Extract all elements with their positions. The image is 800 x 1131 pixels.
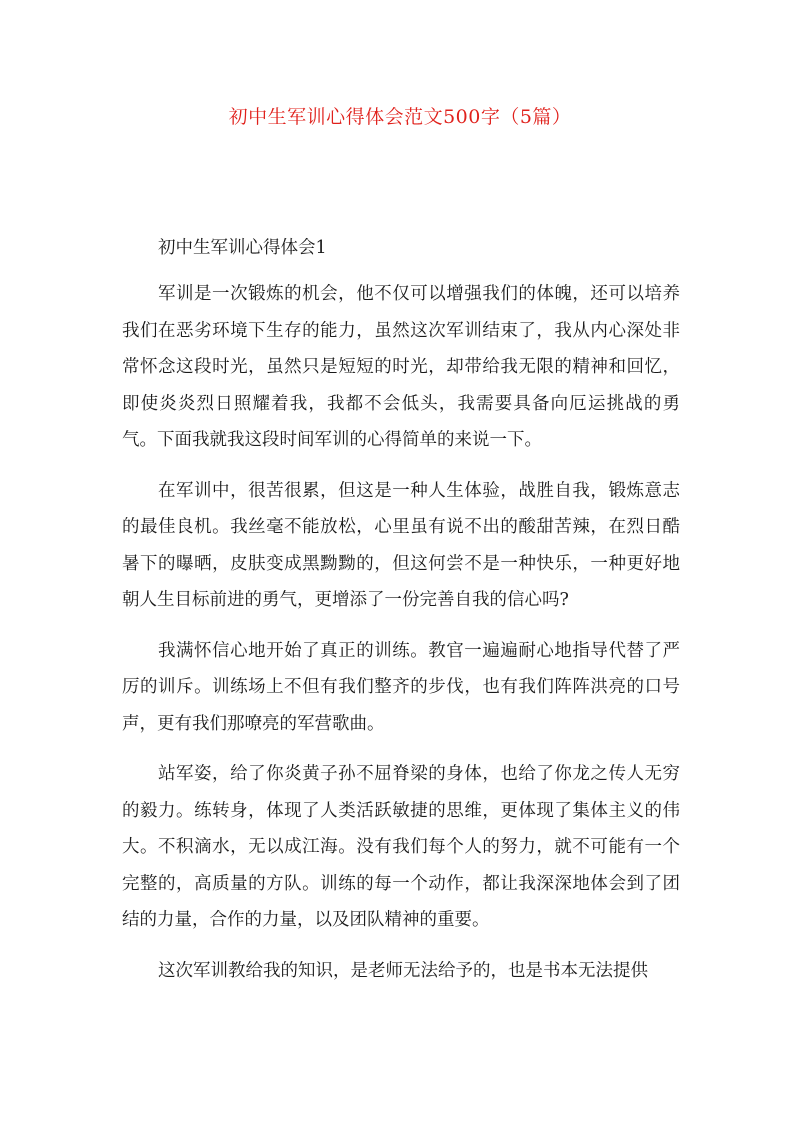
paragraph-2: 在军训中，很苦很累，但这是一种人生体验，战胜自我，锻炼意志的最佳良机。我丝毫不能放松，心里虽有说不出的酸甜苦辣，在烈日酷暑下的曝晒，皮肤变成黑黝黝的，但这何尝不是一种快乐，一种更好地朝人生目标前进的勇气，更增添了一份完善自我的信心吗? (122, 480, 680, 610)
section-heading: 初中生军训心得体会1 (158, 238, 327, 258)
paragraph-3: 我满怀信心地开始了真正的训练。教官一遍遍耐心地指导代替了严厉的训斥。训练场上不但有我们整齐的步伐，也有我们阵阵洪亮的口号声，更有我们那嘹亮的军营歌曲。 (122, 640, 680, 734)
paragraph-4: 站军姿，给了你炎黄子孙不屈脊梁的身体，也给了你龙之传人无穷的毅力。练转身，体现了人类活跃敏捷的思维，更体现了集体主义的伟大。不积滴水，无以成江海。没有我们每个人的努力，就不可能有一个完整的，高质量的方队。训练的每一个动作，都让我深深地体会到了团结的力量，合作的力量，以及团队精神的重要。 (122, 764, 680, 930)
document-title: 初中生军训心得体会范文500字（5篇） (228, 106, 572, 128)
paragraph-5: 这次军训教给我的知识，是老师无法给予的，也是书本无法提供 (158, 960, 648, 981)
document-body (122, 230, 680, 989)
paragraph-1: 军训是一次锻炼的机会，他不仅可以增强我们的体魄，还可以培养我们在恶劣环境下生存的能力，虽然这次军训结束了，我从内心深处非常怀念这段时光，虽然只是短短的时光，却带给我无限的精神和回忆，即使炎炎烈日照耀着我，我都不会低头，我需要具备向厄运挑战的勇气。下面我就我这段时间军训的心得简单的来说一下。 (122, 284, 680, 450)
